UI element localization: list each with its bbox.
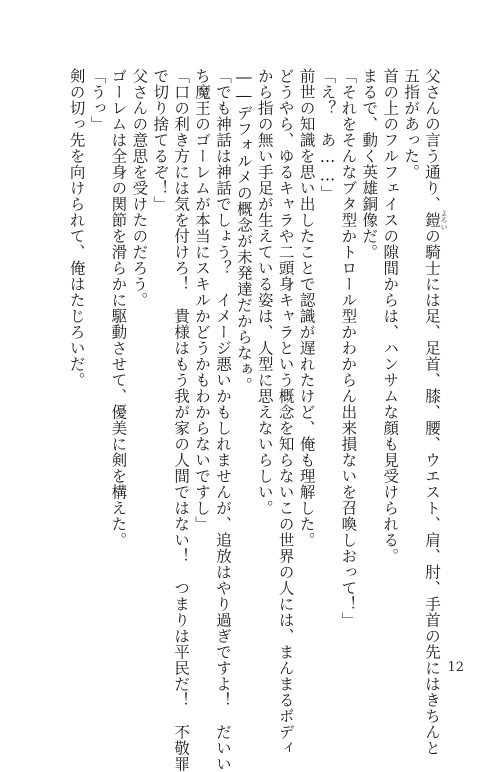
text-line-6: 「え？ あ……」	[318, 68, 337, 201]
text-line-15: 父さんの意思を受けたのだろう。	[130, 68, 149, 308]
text-line-4: まるで、動く英雄銅像だ。	[360, 68, 379, 260]
text-segment: の騎士には足、足首、膝、腰、ウエスト、肩、肘、手首の先にはきちんと	[423, 228, 441, 756]
text-line-13: 「口の利き方には気を付けろ！ 貴様はもう我が家の人間ではない！ つまりは平民だ！ 不敬罪	[172, 68, 191, 772]
text-line-10: ――デフォルメの概念が未発達だからなぁ。	[234, 68, 253, 393]
ruby-base: 鎧	[423, 209, 441, 231]
text-line-11: 「でも神話は神話でしょう？ イメージ悪いかもしれませんが、追放はやり過ぎですよ！ だいい	[213, 68, 232, 772]
text-line-12: ち魔王のゴーレムが本当にスキルかどうかもわからないですし」	[193, 68, 212, 532]
text-line-17: 「うっ」	[88, 68, 107, 132]
text-line-2: 五指があった。	[402, 68, 421, 180]
text-line-7: 前世の知識を思い出したことで認識が遅れたけど、俺も理解した。	[297, 68, 316, 548]
text-line-16: ゴーレムは全身の関節を滑らかに駆動させて、優美に剣を構えた。	[109, 68, 128, 548]
text-line-1	[421, 68, 448, 756]
ruby-reading: よろい	[440, 209, 448, 231]
text-segment: 父さんの言う通り、	[423, 68, 441, 212]
vertical-text-body	[56, 68, 448, 772]
text-line-8: どうやら、ゆるキャラや二頭身キャラという概念を知らないこの世界の人には、まんまるボディ	[276, 68, 295, 756]
page-number: 12	[447, 660, 464, 675]
text-line-5: 「それをそんなブタ型かトロール型かわからん出来損ないを召喚しおって！」	[339, 68, 358, 628]
text-line-3: 首の上のフルフェイスの隙間からは、ハンサムな顔も見受けられる。	[381, 68, 400, 564]
text-line-14: で切り捨てるぞ！」	[151, 68, 170, 212]
ruby-annotation	[423, 209, 448, 231]
text-line-18: 剣の切っ先を向けられて、俺はたじろいだ。	[67, 68, 86, 388]
text-line-9: から指の無い手足が生えている姿は、人型に思えないらしい。	[255, 68, 274, 516]
